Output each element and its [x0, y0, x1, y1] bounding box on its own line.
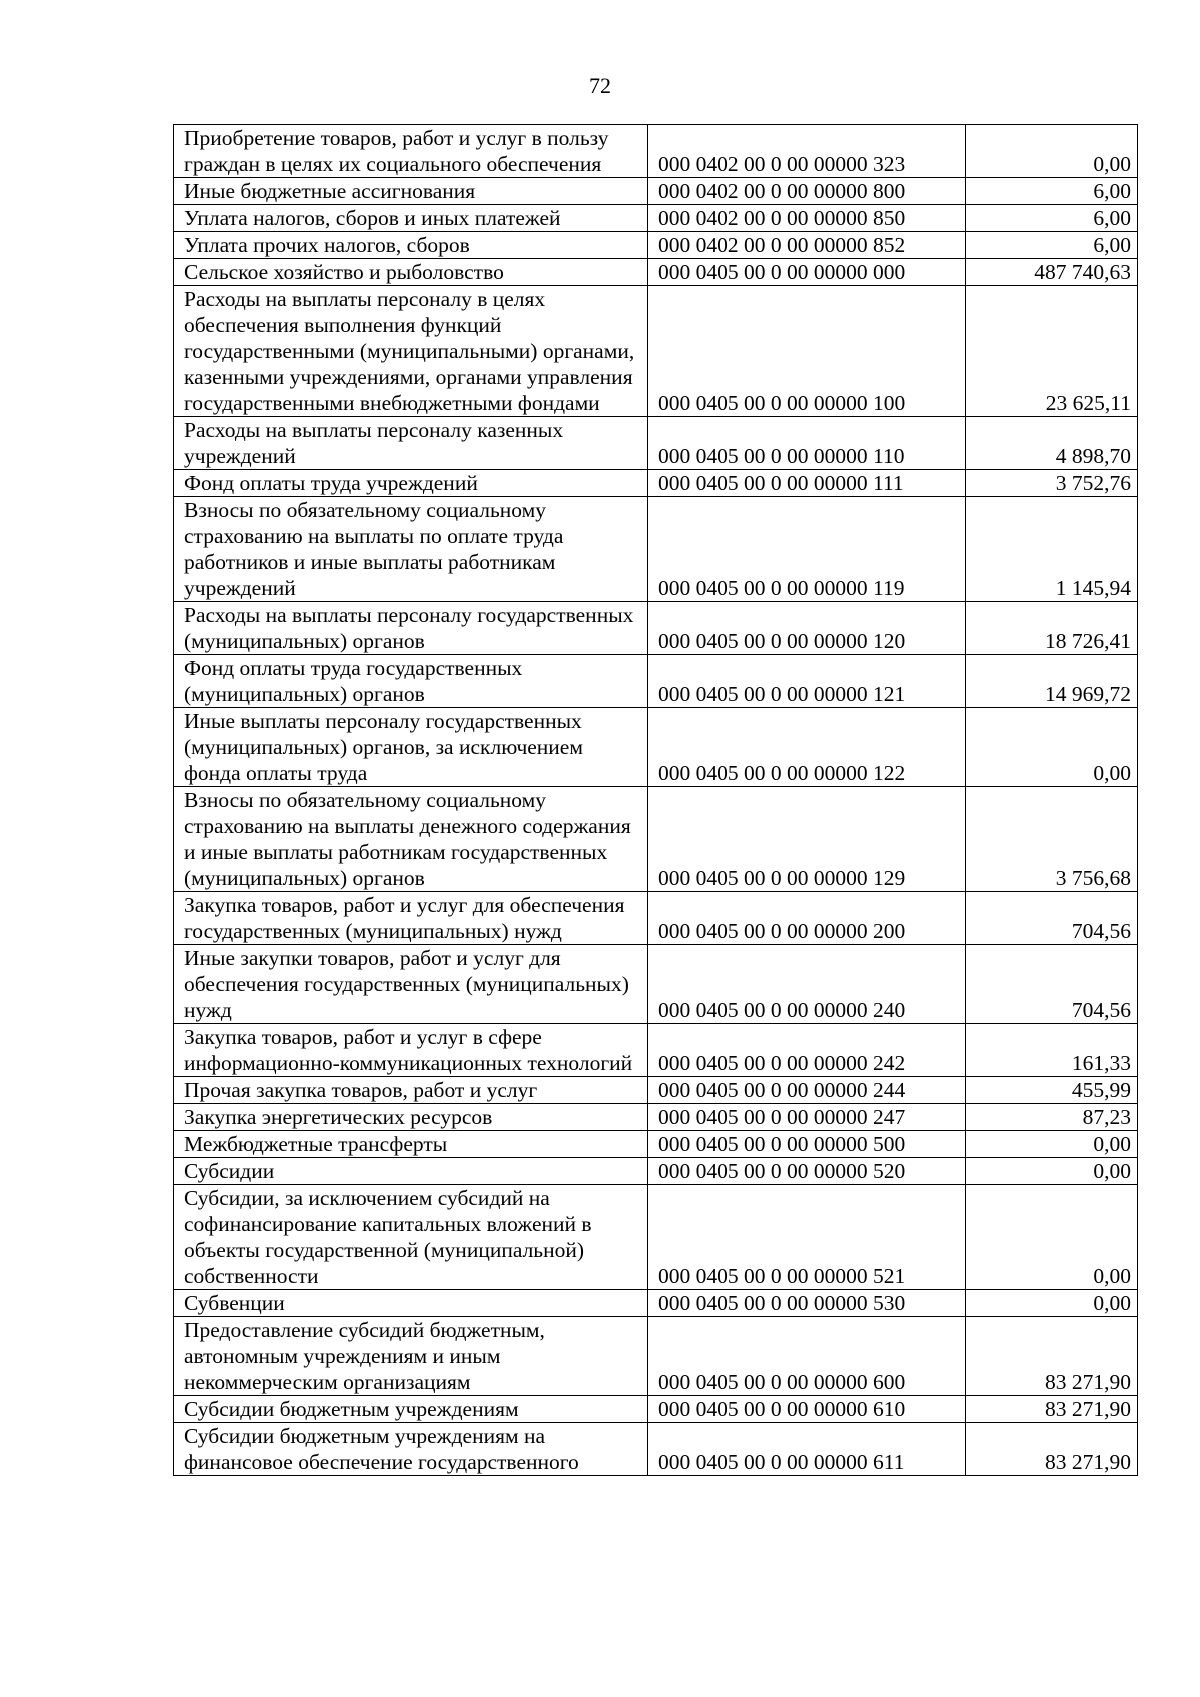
- budget-table-body: [174, 125, 1138, 1476]
- budget-table: [173, 124, 1138, 1476]
- row-code-cell: 000 0405 00 0 00 00000 240: [648, 945, 966, 1024]
- row-amount-cell: 0,00: [966, 1131, 1138, 1158]
- row-amount-cell: 83 271,90: [966, 1423, 1138, 1476]
- table-row: [174, 787, 1138, 892]
- table-row: [174, 1185, 1138, 1290]
- row-code-cell: 000 0402 00 0 00 00000 323: [648, 125, 966, 178]
- row-amount-cell: 0,00: [966, 1158, 1138, 1185]
- row-name-cell: Иные закупки товаров, работ и услуг для обеспечения государственных (муниципальных) нужд: [174, 945, 648, 1024]
- table-row: [174, 205, 1138, 232]
- row-amount-cell: 1 145,94: [966, 497, 1138, 602]
- table-row: [174, 1317, 1138, 1396]
- row-code-cell: 000 0405 00 0 00 00000 111: [648, 470, 966, 497]
- row-code-cell: 000 0402 00 0 00 00000 800: [648, 178, 966, 205]
- table-row: [174, 259, 1138, 286]
- row-name-cell: Взносы по обязательному социальному страхованию на выплаты по оплате труда работников и иные выплаты работникам учреждений: [174, 497, 648, 602]
- row-code-cell: 000 0405 00 0 00 00000 110: [648, 417, 966, 470]
- row-amount-cell: 0,00: [966, 1185, 1138, 1290]
- row-code-cell: 000 0405 00 0 00 00000 611: [648, 1423, 966, 1476]
- row-name-cell: Предоставление субсидий бюджетным, автономным учреждениям и иным некоммерческим организациям: [174, 1317, 648, 1396]
- row-code-cell: 000 0405 00 0 00 00000 247: [648, 1104, 966, 1131]
- row-code-cell: 000 0405 00 0 00 00000 200: [648, 892, 966, 945]
- row-name-cell: Расходы на выплаты персоналу казенных учреждений: [174, 417, 648, 470]
- row-name-cell: Закупка товаров, работ и услуг для обеспечения государственных (муниципальных) нужд: [174, 892, 648, 945]
- row-amount-cell: 6,00: [966, 232, 1138, 259]
- row-code-cell: 000 0405 00 0 00 00000 120: [648, 602, 966, 655]
- row-amount-cell: 0,00: [966, 708, 1138, 787]
- table-row: [174, 286, 1138, 417]
- table-row: [174, 1423, 1138, 1476]
- table-row: [174, 470, 1138, 497]
- table-row: [174, 945, 1138, 1024]
- row-amount-cell: 4 898,70: [966, 417, 1138, 470]
- row-amount-cell: 14 969,72: [966, 655, 1138, 708]
- row-code-cell: 000 0405 00 0 00 00000 129: [648, 787, 966, 892]
- table-row: [174, 1077, 1138, 1104]
- table-row: [174, 125, 1138, 178]
- row-code-cell: 000 0405 00 0 00 00000 520: [648, 1158, 966, 1185]
- row-code-cell: 000 0405 00 0 00 00000 000: [648, 259, 966, 286]
- row-code-cell: 000 0405 00 0 00 00000 122: [648, 708, 966, 787]
- row-name-cell: Расходы на выплаты персоналу государственных (муниципальных) органов: [174, 602, 648, 655]
- row-amount-cell: 6,00: [966, 178, 1138, 205]
- table-row: [174, 1104, 1138, 1131]
- row-code-cell: 000 0405 00 0 00 00000 610: [648, 1396, 966, 1423]
- row-code-cell: 000 0405 00 0 00 00000 521: [648, 1185, 966, 1290]
- table-row: [174, 1290, 1138, 1317]
- row-amount-cell: 83 271,90: [966, 1396, 1138, 1423]
- page-number: 72: [589, 73, 611, 98]
- row-amount-cell: 704,56: [966, 945, 1138, 1024]
- row-amount-cell: 0,00: [966, 1290, 1138, 1317]
- row-code-cell: 000 0405 00 0 00 00000 500: [648, 1131, 966, 1158]
- row-name-cell: Закупка товаров, работ и услуг в сфере информационно-коммуникационных технологий: [174, 1024, 648, 1077]
- row-code-cell: 000 0402 00 0 00 00000 850: [648, 205, 966, 232]
- row-amount-cell: 6,00: [966, 205, 1138, 232]
- table-row: [174, 1131, 1138, 1158]
- row-name-cell: Субсидии бюджетным учреждениям на финансовое обеспечение государственного: [174, 1423, 648, 1476]
- table-row: [174, 655, 1138, 708]
- row-name-cell: Расходы на выплаты персоналу в целях обеспечения выполнения функций государственными (муниципальными) органами, казенными учреждениями, органами управления государственными внебюджетными фондами: [174, 286, 648, 417]
- row-amount-cell: 455,99: [966, 1077, 1138, 1104]
- row-name-cell: Сельское хозяйство и рыболовство: [174, 259, 648, 286]
- row-amount-cell: 0,00: [966, 125, 1138, 178]
- row-name-cell: Субвенции: [174, 1290, 648, 1317]
- table-row: [174, 232, 1138, 259]
- row-code-cell: 000 0405 00 0 00 00000 530: [648, 1290, 966, 1317]
- row-name-cell: Субсидии: [174, 1158, 648, 1185]
- row-name-cell: Фонд оплаты труда государственных (муниципальных) органов: [174, 655, 648, 708]
- row-amount-cell: 161,33: [966, 1024, 1138, 1077]
- row-amount-cell: 704,56: [966, 892, 1138, 945]
- table-row: [174, 892, 1138, 945]
- row-amount-cell: 18 726,41: [966, 602, 1138, 655]
- row-amount-cell: 3 752,76: [966, 470, 1138, 497]
- row-name-cell: Иные выплаты персоналу государственных (муниципальных) органов, за исключением фонда оплаты труда: [174, 708, 648, 787]
- table-row: [174, 708, 1138, 787]
- row-name-cell: Взносы по обязательному социальному страхованию на выплаты денежного содержания и иные выплаты работникам государственных (муниципальных) органов: [174, 787, 648, 892]
- row-amount-cell: 83 271,90: [966, 1317, 1138, 1396]
- table-row: [174, 178, 1138, 205]
- row-name-cell: Субсидии, за исключением субсидий на софинансирование капитальных вложений в объекты государственной (муниципальной) собственности: [174, 1185, 648, 1290]
- row-name-cell: Межбюджетные трансферты: [174, 1131, 648, 1158]
- table-row: [174, 1396, 1138, 1423]
- row-name-cell: Уплата прочих налогов, сборов: [174, 232, 648, 259]
- row-code-cell: 000 0405 00 0 00 00000 244: [648, 1077, 966, 1104]
- table-row: [174, 417, 1138, 470]
- row-amount-cell: 87,23: [966, 1104, 1138, 1131]
- row-name-cell: Фонд оплаты труда учреждений: [174, 470, 648, 497]
- table-row: [174, 1158, 1138, 1185]
- table-row: [174, 497, 1138, 602]
- row-name-cell: Иные бюджетные ассигнования: [174, 178, 648, 205]
- row-code-cell: 000 0405 00 0 00 00000 100: [648, 286, 966, 417]
- row-code-cell: 000 0405 00 0 00 00000 600: [648, 1317, 966, 1396]
- row-code-cell: 000 0405 00 0 00 00000 119: [648, 497, 966, 602]
- row-name-cell: Приобретение товаров, работ и услуг в пользу граждан в целях их социального обеспечения: [174, 125, 648, 178]
- row-code-cell: 000 0405 00 0 00 00000 121: [648, 655, 966, 708]
- row-name-cell: Прочая закупка товаров, работ и услуг: [174, 1077, 648, 1104]
- row-name-cell: Закупка энергетических ресурсов: [174, 1104, 648, 1131]
- row-name-cell: Уплата налогов, сборов и иных платежей: [174, 205, 648, 232]
- row-amount-cell: 3 756,68: [966, 787, 1138, 892]
- row-name-cell: Субсидии бюджетным учреждениям: [174, 1396, 648, 1423]
- row-amount-cell: 23 625,11: [966, 286, 1138, 417]
- row-amount-cell: 487 740,63: [966, 259, 1138, 286]
- table-row: [174, 1024, 1138, 1077]
- row-code-cell: 000 0402 00 0 00 00000 852: [648, 232, 966, 259]
- table-row: [174, 602, 1138, 655]
- row-code-cell: 000 0405 00 0 00 00000 242: [648, 1024, 966, 1077]
